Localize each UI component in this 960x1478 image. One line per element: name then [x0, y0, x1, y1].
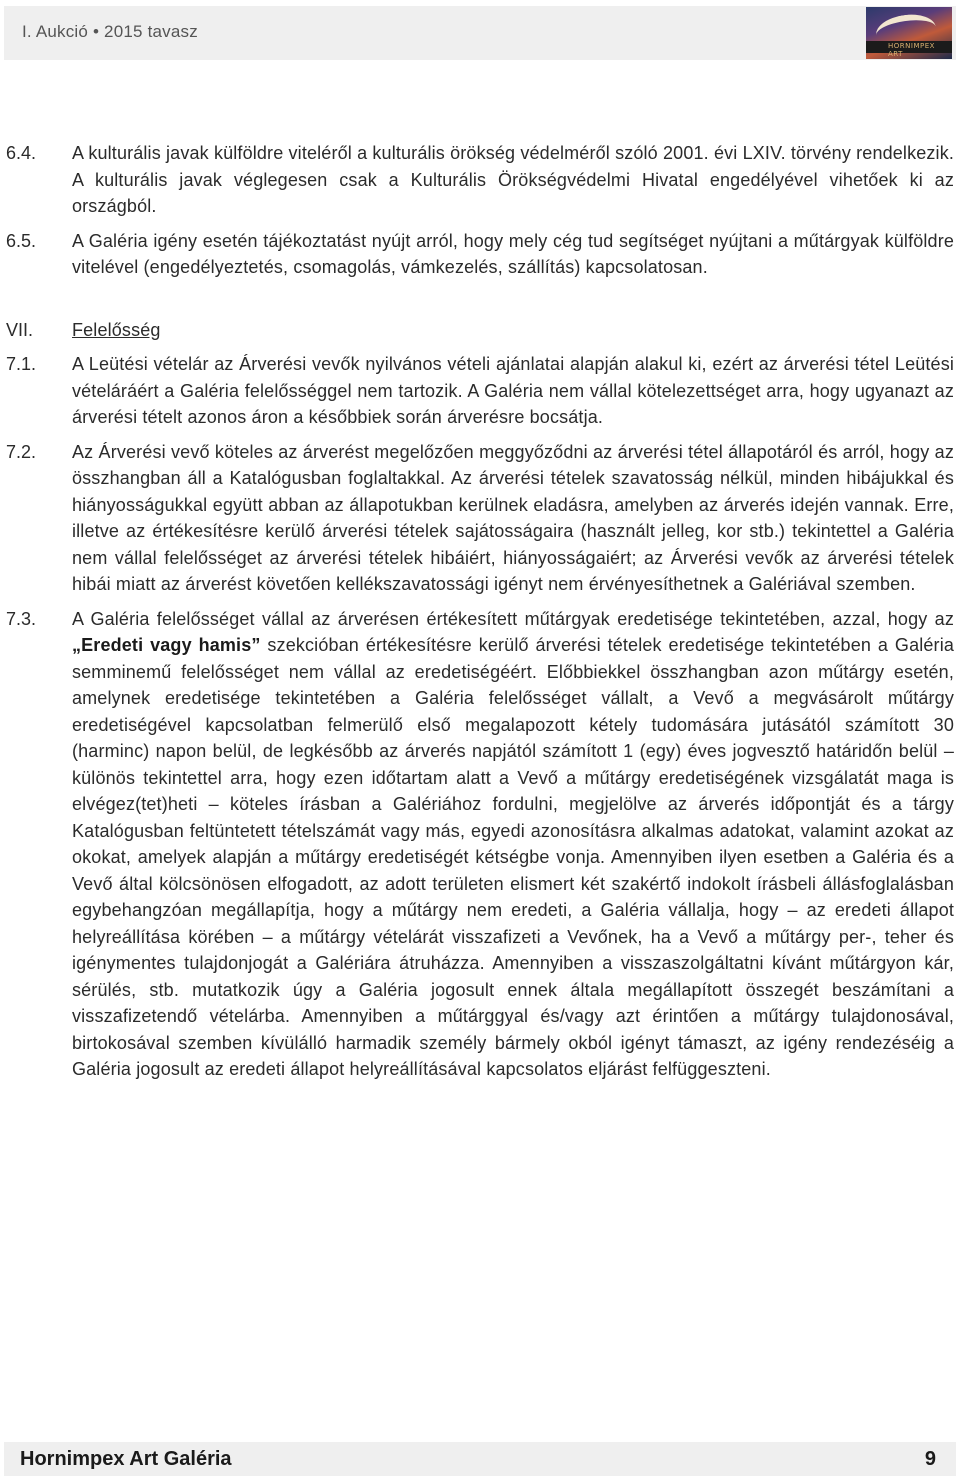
clause-number: 7.3.	[6, 608, 37, 629]
clause-6-5	[6, 228, 954, 281]
clause-text: A Galéria igény esetén tájékoztatást nyújt arról, hogy mely cég tud segítséget nyújtani a műtárgyak külföldre vitelével (engedélyeztetés, csomagolás, vámkezelés, szállítás) kapcsolatosan.	[72, 230, 954, 277]
clause-text-after: szekcióban értékesítésre kerülő árverési tételek eredetisége tekintetében a Galéria semminemű felelősséget nem vállal az eredetiségéért. Előbbiekkel összhangban azon műtárgy esetén, amelynek eredetisége tekintetében a Galéria felelősséget vállalt, a Vevő a megvásárolt műtárgy eredetiségével kapcsolatban felmerülő első megalapozott kétely tudomására jutásától számított 30 (harminc) napon belül, de legkésőbb az árverés napjától számított 1 (egy) éves jogvesztő határidőn belül – különös tekintettel arra, hogy ezen időtartam alatt a Vevő a műtárgy eredetiségének vizsgálatát maga is elvégez(tet)heti – köteles írásban a Galériához fordulni, megjelölve az árverés időpontját és a tárgy Katalógusban feltüntetett tételszámát vagy más, egyedi azonosításra alkalmas adatokat, valamint azokat az okokat, amelyek alapján a műtárgy eredetiségét kétségbe vonja. Amennyiben ilyen esetben a Galéria és a Vevő által kölcsönösen elfogadott, az adott területen elismert két szakértő indokolt írásbeli állásfoglalásban egybehangzóan megállapítja, hogy a műtárgy nem eredeti, a Galéria vállalja, hogy – az eredeti állapot helyreállítása körében – a műtárgy vételárát visszafizeti a Vevőnek, ha a Vevő a műtárgy per-, teher és igénymentes tulajdonjogát a Galériára átruházza. Amennyiben a visszaszolgáltatni kívánt műtárgyon kár, sérülés, stb. mutatkozik úgy a Galéria jogosult ennek általa megállapított összegét beszámítani a visszafizetendő vételárba. Amennyiben a műtárggyal és/vagy azt érintően a műtárgy tulajdonosával, birtokosával szemben kívülálló harmadik személy bármely okból igényt támaszt, az igény rendezéséig a Galéria jogosult az eredeti állapot helyreállításával kapcsolatos eljárást felfüggeszteni.	[72, 635, 955, 1079]
header-title: I. Aukció • 2015 tavasz	[22, 22, 198, 41]
clause-text: A kulturális javak külföldre viteléről a kulturális örökség védelméről szóló 2001. évi LXIV. törvény rendelkezik. A kulturális javak véglegesen csak a Kulturális Örökségvédelmi Hivatal engedélyével vihetőek ki az országból.	[72, 143, 954, 216]
clause-text	[72, 606, 954, 1083]
clause-text-before: A Galéria felelősséget vállal az árverésen értékesített műtárgyak eredetisége tekintetében, azzal, hogy az	[72, 608, 954, 629]
clause-number: 7.2.	[6, 441, 37, 462]
section-heading	[6, 317, 954, 344]
clause-text: Az Árverési vevő köteles az árverést megelőzően meggyőződni az árverési tétel állapotáról és arról, hogy az összhangban áll a Katalógusban foglaltakkal. Az árverési tételek szavatosság nélkül, minden hibájukkal és hiányosságukkal együtt abban az állapotukban kerülnek eladásra, amelyben az árverés idején vannak. Erre, illetve az értékesítésre kerülő árverési tételek sajátosságaira (használt jelleg, kor stb.) tekintettel a Galéria nem vállal felelősséget az árverési tételek hibáiért, hiányosságaiért; az Árverési vevők az árverési tételek hibái miatt az árverést követően kellékszavatossági igényt nem érvényesíthetnek a Galériával szemben.	[72, 441, 954, 594]
section-title: Felelősség	[72, 319, 161, 340]
footer-brand: Hornimpex Art Galéria	[20, 1448, 232, 1470]
page-footer	[4, 1442, 956, 1476]
clause-number: 6.4.	[6, 143, 37, 163]
section-emphasis: „Eredeti vagy hamis”	[72, 635, 261, 655]
clause-number: 6.5.	[6, 230, 37, 251]
clause-number: 7.1.	[6, 354, 37, 374]
clause-6-4	[6, 140, 954, 220]
section-number: VII.	[6, 319, 34, 340]
page-header	[4, 6, 956, 60]
page-number: 9	[924, 1448, 936, 1470]
clause-7-1	[6, 351, 954, 431]
hornimpex-logo	[866, 7, 952, 59]
clause-7-3	[6, 606, 955, 1083]
document-body	[0, 140, 960, 1083]
clause-text: A Leütési vételár az Árverési vevők nyilvános vételi ajánlatai alapján alakul ki, ezért az árverési tétel Leütési vételáráért a Galéria felelősséggel nem tartozik. A Galéria nem vállal kötelezettséget arra, hogy ugyanazt az árverési tételt azonos áron a későbbiek során árverésre bocsátja.	[72, 354, 954, 427]
logo-text: HORNIMPEX ART	[888, 42, 935, 58]
clause-7-2	[6, 439, 954, 598]
